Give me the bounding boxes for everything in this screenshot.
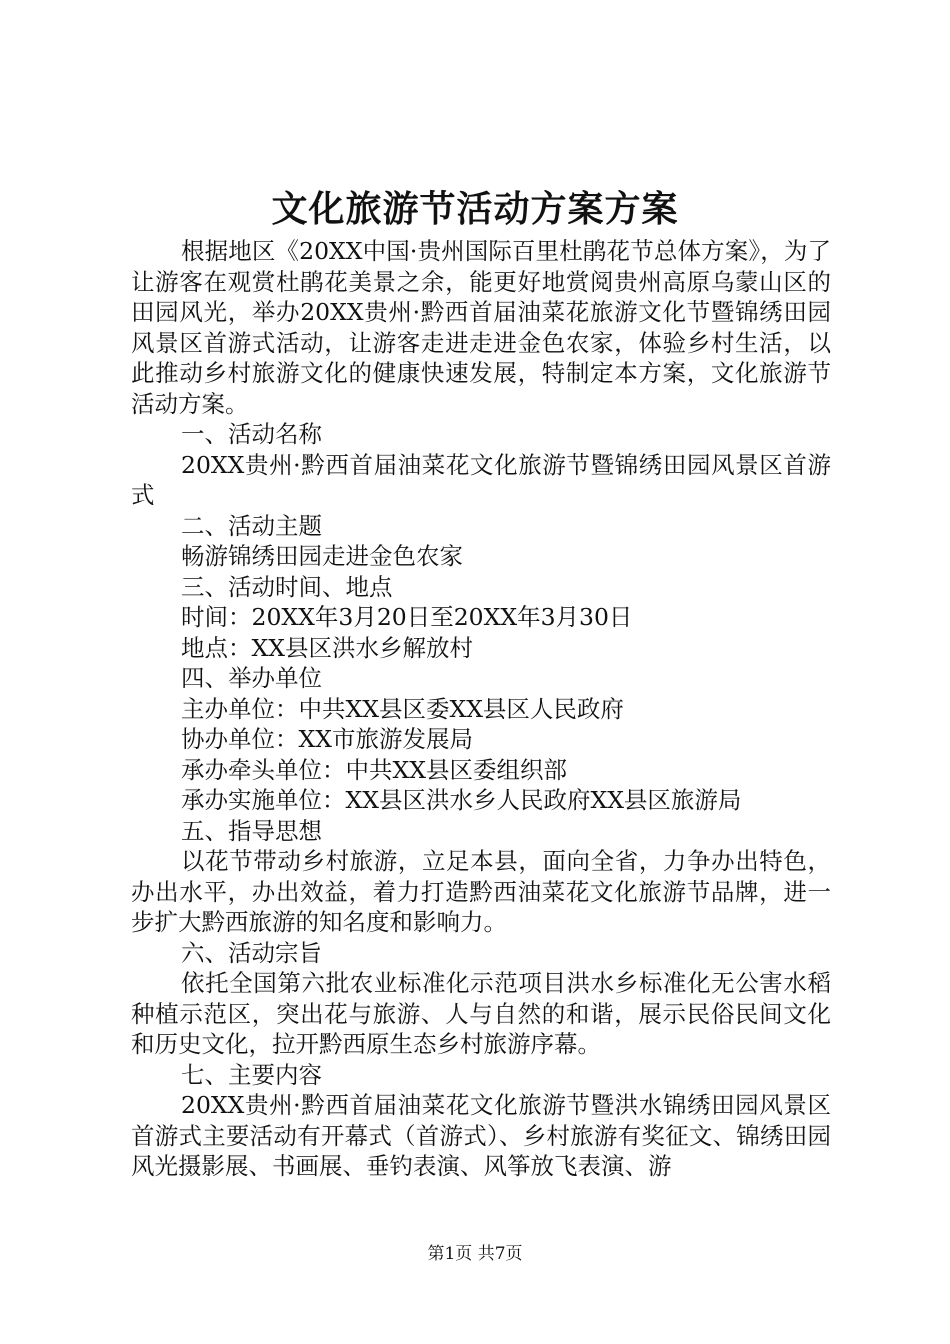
implementing-undertaker-paragraph: 承办实施单位：XX县区洪水乡人民政府XX县区旅游局	[181, 786, 742, 814]
lead-undertaker-paragraph: 承办牵头单位：中共XX县区委组织部	[181, 755, 567, 784]
host-organizer-paragraph: 主办单位：中共XX县区委XX县区人民政府	[181, 694, 624, 723]
time-paragraph: 时间：20XX年3月20日至20XX年3月30日	[181, 603, 633, 631]
main-content-paragraph: 20XX贵州·黔西首届油菜花文化旅游节暨洪水锦绣田园风景区首游式主要活动有开幕式（首游式）、乡村旅游有奖征文、锦绣田园风光摄影展、书画展、垂钓表演、风筝放飞表演、游	[131, 1091, 831, 1180]
section-heading-guiding-idea: 五、指导思想	[181, 816, 322, 845]
page-number-footer: 第1页 共7页	[427, 1244, 523, 1264]
section-heading-purpose: 六、活动宗旨	[181, 938, 322, 967]
document-title: 文化旅游节活动方案方案	[271, 188, 679, 230]
section-heading-activity-theme: 二、活动主题	[181, 511, 322, 540]
section-heading-organizers: 四、举办单位	[181, 664, 322, 692]
activity-theme-paragraph: 畅游锦绣田园走进金色农家	[181, 542, 463, 570]
intro-paragraph: 根据地区《20XX中国·贵州国际百里杜鹃花节总体方案》，为了让游客在观赏杜鹃花美景之余，能更好地赏阅贵州高原乌蒙山区的田园风光，举办20XX贵州·黔西首届油菜花旅游文化节暨锦绣田园风景区首游式活动，让游客走进走进金色农家，体验乡村生活，以此推动乡村旅游文化的健康快速发展，特制定本方案，文化旅游节活动方案。	[131, 237, 831, 418]
purpose-paragraph: 依托全国第六批农业标准化示范项目洪水乡标准化无公害水稻种植示范区，突出花与旅游、人与自然的和谐，展示民俗民间文化和历史文化，拉开黔西原生态乡村旅游序幕。	[131, 969, 831, 1058]
place-paragraph: 地点：XX县区洪水乡解放村	[181, 633, 473, 662]
co-organizer-paragraph: 协办单位：XX市旅游发展局	[181, 725, 473, 753]
section-heading-time-place: 三、活动时间、地点	[181, 572, 393, 601]
section-heading-main-content: 七、主要内容	[181, 1060, 322, 1089]
activity-name-paragraph: 20XX贵州·黔西首届油菜花文化旅游节暨锦绣田园风景区首游式	[131, 450, 831, 509]
guiding-idea-paragraph: 以花节带动乡村旅游，立足本县，面向全省，力争办出特色，办出水平，办出效益，着力打造黔西油菜花文化旅游节品牌，进一步扩大黔西旅游的知名度和影响力。	[131, 847, 831, 936]
document-body	[131, 236, 831, 1182]
section-heading-activity-name: 一、活动名称	[181, 420, 322, 448]
